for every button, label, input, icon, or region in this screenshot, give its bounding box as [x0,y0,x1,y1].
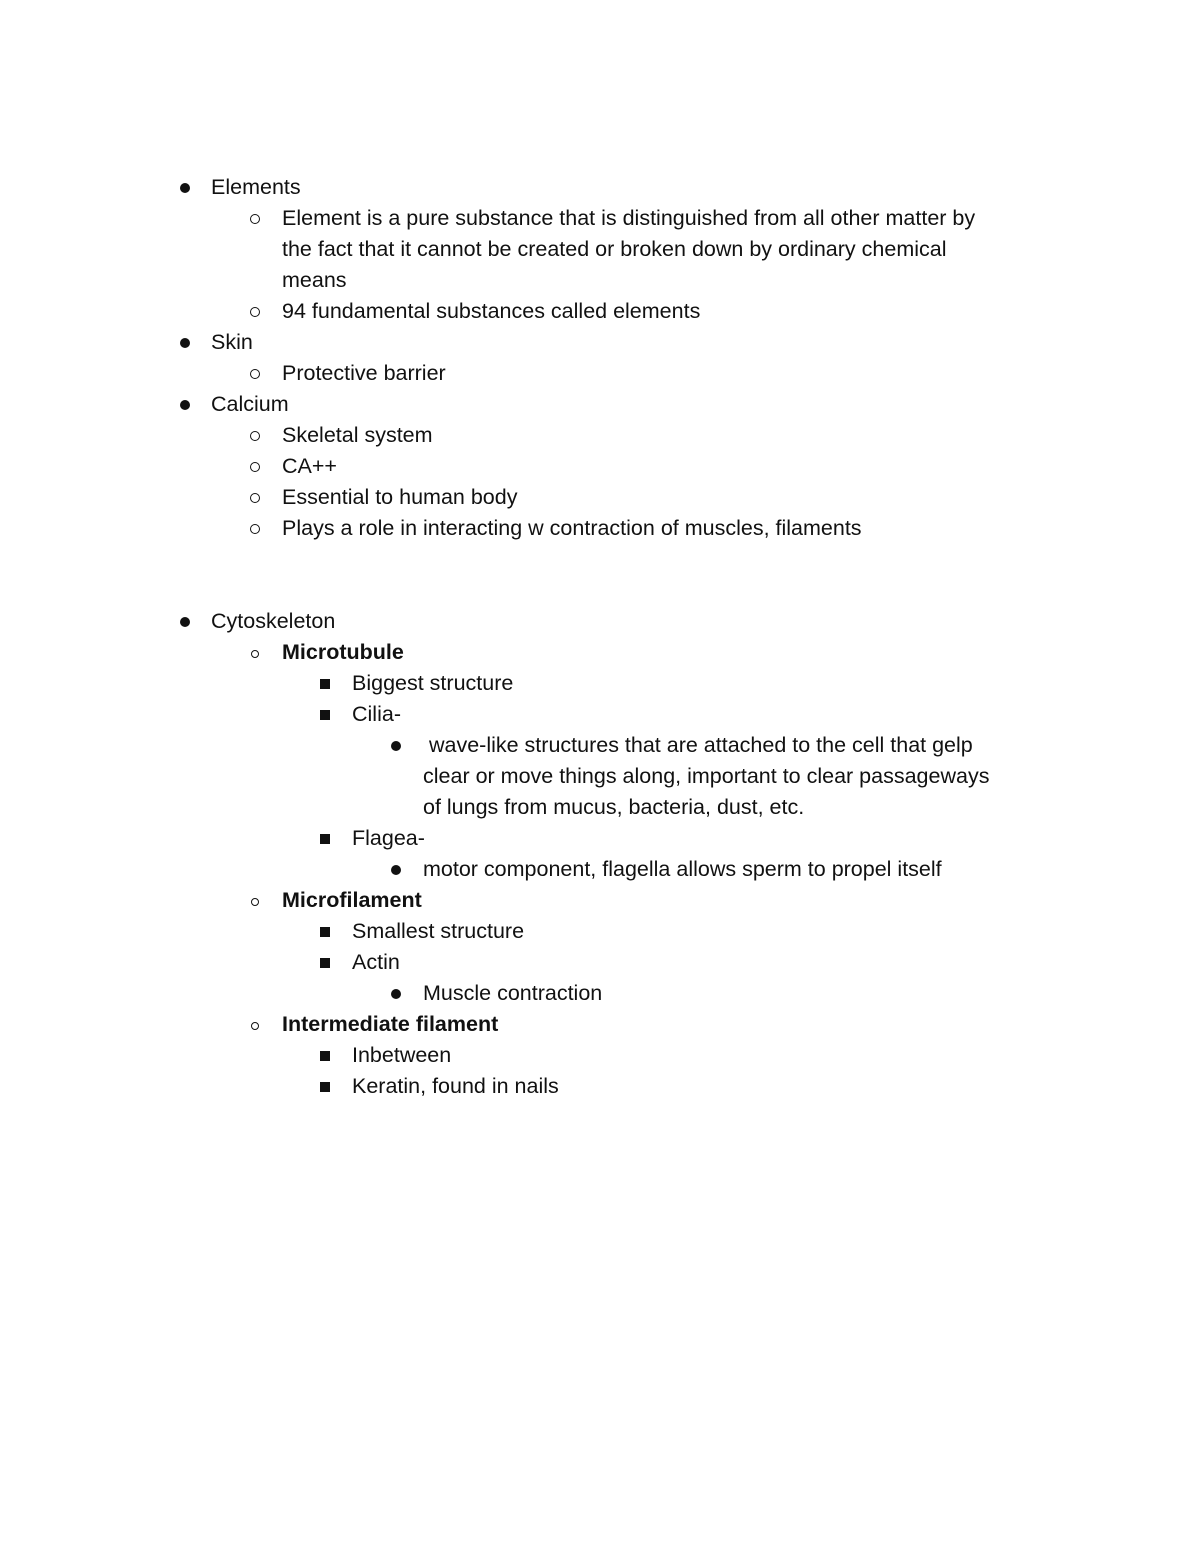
circle-bullet-icon [250,462,260,472]
disc-bullet-icon [391,989,401,999]
square-bullet-icon [320,1082,330,1092]
item-text: Cytoskeleton [211,609,336,633]
item-text: Cilia- [352,702,401,726]
item-text: Flagea- [352,826,425,850]
circle-bullet-icon [250,431,260,441]
item-text-line: of lungs from mucus, bacteria, dust, etc. [423,795,805,819]
item-text-line: means [282,268,347,292]
circle-bullet-icon [250,369,260,379]
circle-bullet-icon [251,898,259,906]
item-text: Microfilament [282,888,422,912]
square-bullet-icon [320,710,330,720]
circle-bullet-icon [250,307,260,317]
item-text: Protective barrier [282,361,446,385]
square-bullet-icon [320,927,330,937]
item-text-line: Element is a pure substance that is distinguished from all other matter by [282,206,976,230]
square-bullet-icon [320,834,330,844]
item-text: motor component, flagella allows sperm to propel itself [423,857,942,881]
square-bullet-icon [320,679,330,689]
disc-bullet-icon [391,865,401,875]
disc-bullet-icon [180,338,190,348]
square-bullet-icon [320,1051,330,1061]
item-text: Skeletal system [282,423,433,447]
circle-bullet-icon [250,524,260,534]
item-text: Essential to human body [282,485,518,509]
disc-bullet-icon [180,617,190,627]
item-text: Biggest structure [352,671,514,695]
item-text: Elements [211,175,301,199]
item-text-line: clear or move things along, important to clear passageways [423,764,990,788]
item-text: Actin [352,950,400,974]
item-text: Keratin, found in nails [352,1074,559,1098]
circle-bullet-icon [250,493,260,503]
item-text: Calcium [211,392,289,416]
item-text: Plays a role in interacting w contraction of muscles, filaments [282,516,862,540]
item-text: Muscle contraction [423,981,603,1005]
item-text: Smallest structure [352,919,525,943]
square-bullet-icon [320,958,330,968]
item-text: Inbetween [352,1043,452,1067]
item-text-line: wave-like structures that are attached to the cell that gelp [423,733,973,757]
disc-bullet-icon [391,741,401,751]
item-text: Microtubule [282,640,404,664]
item-text: CA++ [282,454,337,478]
disc-bullet-icon [180,400,190,410]
disc-bullet-icon [180,183,190,193]
item-text: 94 fundamental substances called elements [282,299,701,323]
item-text: Skin [211,330,253,354]
item-text: Intermediate filament [282,1012,499,1036]
item-text-line: the fact that it cannot be created or broken down by ordinary chemical [282,237,947,261]
circle-bullet-icon [250,214,260,224]
circle-bullet-icon [251,1022,259,1030]
circle-bullet-icon [251,650,259,658]
